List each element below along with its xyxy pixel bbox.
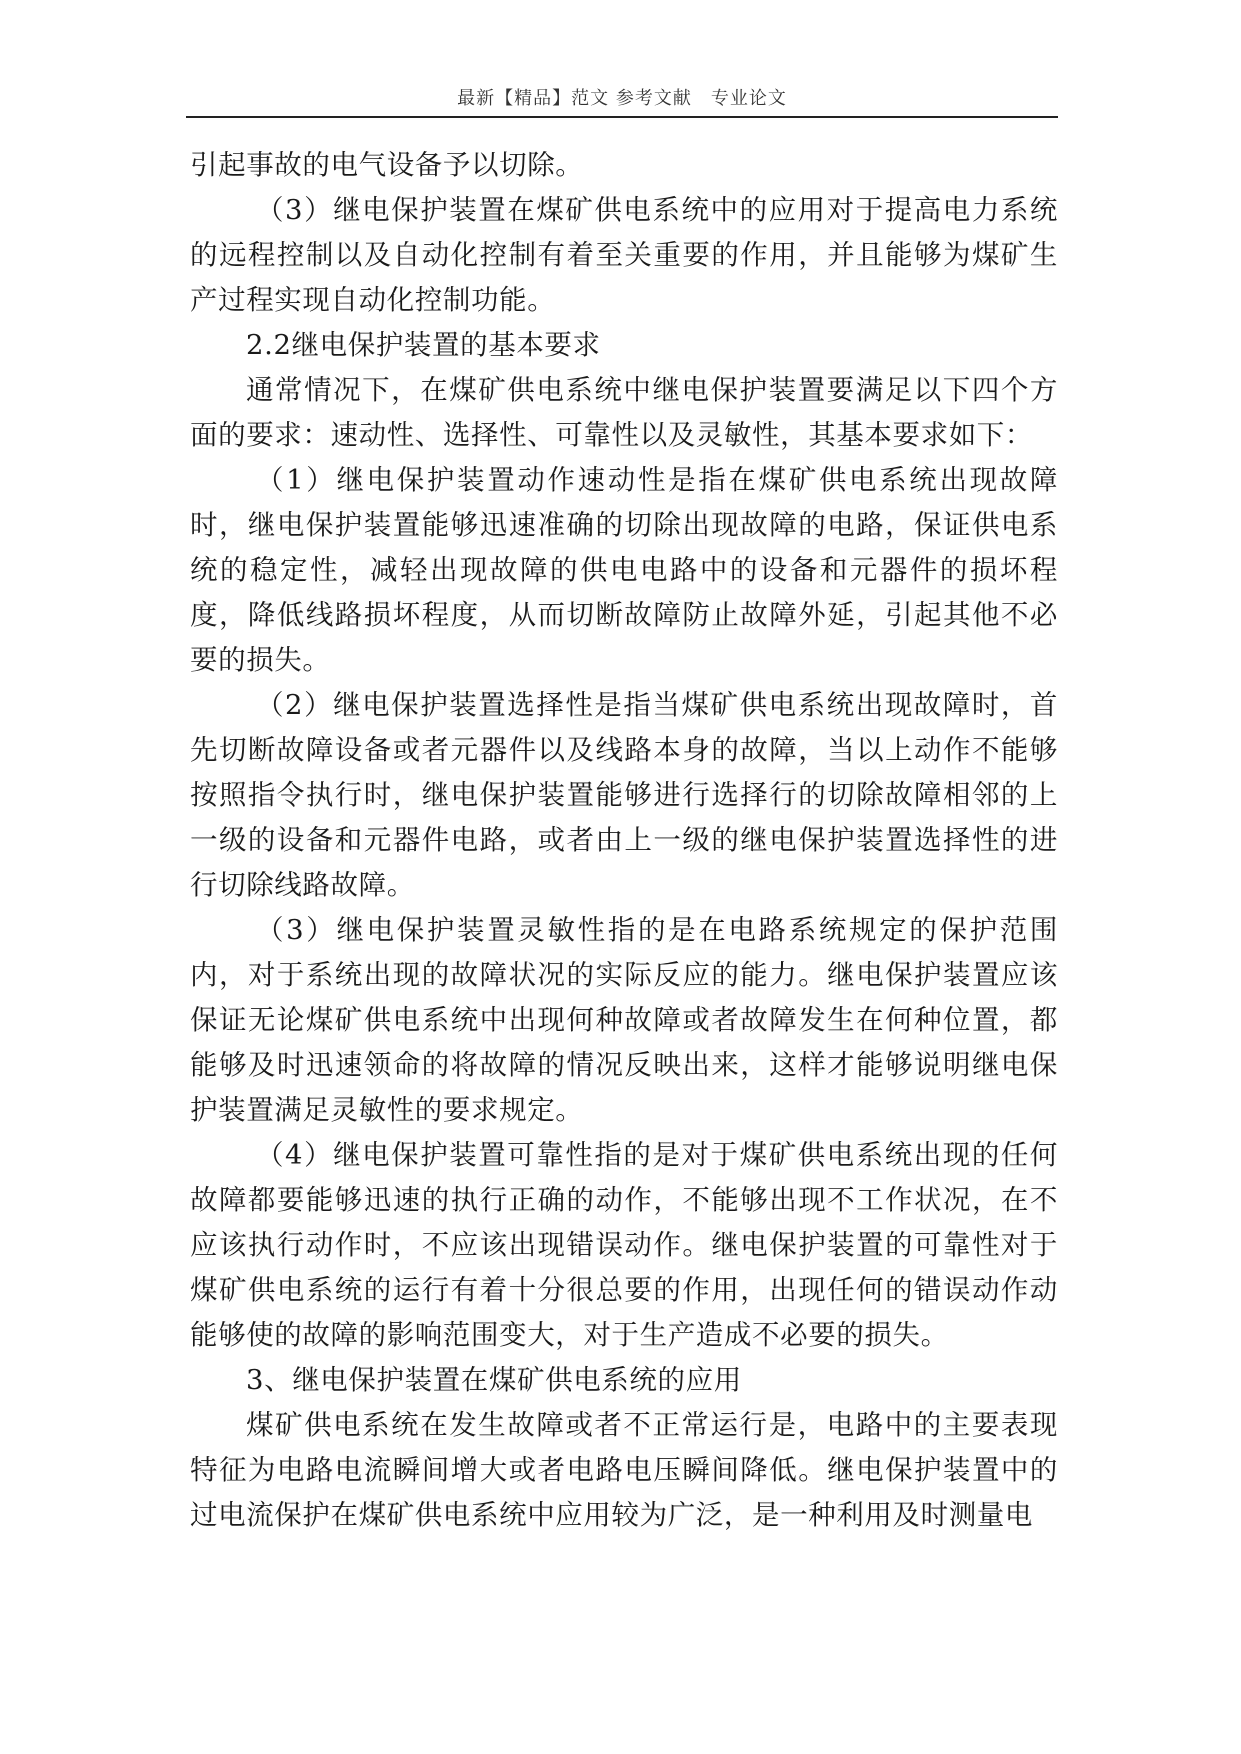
header-rule [186, 116, 1058, 118]
paragraph-sensitivity: （3）继电保护装置灵敏性指的是在电路系统规定的保护范围内，对于系统出现的故障状况的实际反应的能力。继电保护装置应该保证无论煤矿供电系统中出现何种故障或者故障发生在何种位置，都能够及时迅速领命的将故障的情况反映出来，这样才能够说明继电保护装置满足灵敏性的要求规定。 [190, 914, 1058, 1126]
paragraph-item-3-remote-control: （3）继电保护装置在煤矿供电系统中的应用对于提高电力系统的远程控制以及自动化控制有着至关重要的作用，并且能够为煤矿生产过程实现自动化控制功能。 [190, 194, 1058, 316]
paragraph-requirements-intro: 通常情况下，在煤矿供电系统中继电保护装置要满足以下四个方面的要求：速动性、选择性、可靠性以及灵敏性，其基本要求如下： [190, 374, 1058, 451]
paragraph-selectivity: （2）继电保护装置选择性是指当煤矿供电系统出现故障时，首先切断故障设备或者元器件以及线路本身的故障，当以上动作不能够按照指令执行时，继电保护装置能够进行选择行的切除故障相邻的上一级的设备和元器件电路，或者由上一级的继电保护装置选择性的进行切除线路故障。 [190, 689, 1058, 901]
section-heading-2-2: 2.2继电保护装置的基本要求 [246, 329, 601, 361]
section-heading-3: 3、继电保护装置在煤矿供电系统的应用 [246, 1364, 742, 1396]
paragraph-speed: （1）继电保护装置动作速动性是指在煤矿供电系统出现故障时，继电保护装置能够迅速准确的切除出现故障的电路，保证供电系统的稳定性，减轻出现故障的供电电路中的设备和元器件的损坏程度，降低线路损坏程度，从而切断故障防止故障外延，引起其他不必要的损失。 [190, 464, 1058, 676]
paragraph-continuation: 引起事故的电气设备予以切除。 [190, 149, 584, 181]
paragraph-reliability: （4）继电保护装置可靠性指的是对于煤矿供电系统出现的任何故障都要能够迅速的执行正确的动作，不能够出现不工作状况，在不应该执行动作时，不应该出现错误动作。继电保护装置的可靠性对于煤矿供电系统的运行有着十分很总要的作用，出现任何的错误动作动能够使的故障的影响范围变大，对于生产造成不必要的损失。 [190, 1139, 1058, 1351]
running-header: 最新【精品】范文 参考文献 专业论文 [457, 88, 787, 109]
paragraph-application: 煤矿供电系统在发生故障或者不正常运行是，电路中的主要表现特征为电路电流瞬间增大或者电路电压瞬间降低。继电保护装置中的过电流保护在煤矿供电系统中应用较为广泛，是一种利用及时测量电 [190, 1409, 1058, 1531]
body-text [190, 143, 1058, 1538]
